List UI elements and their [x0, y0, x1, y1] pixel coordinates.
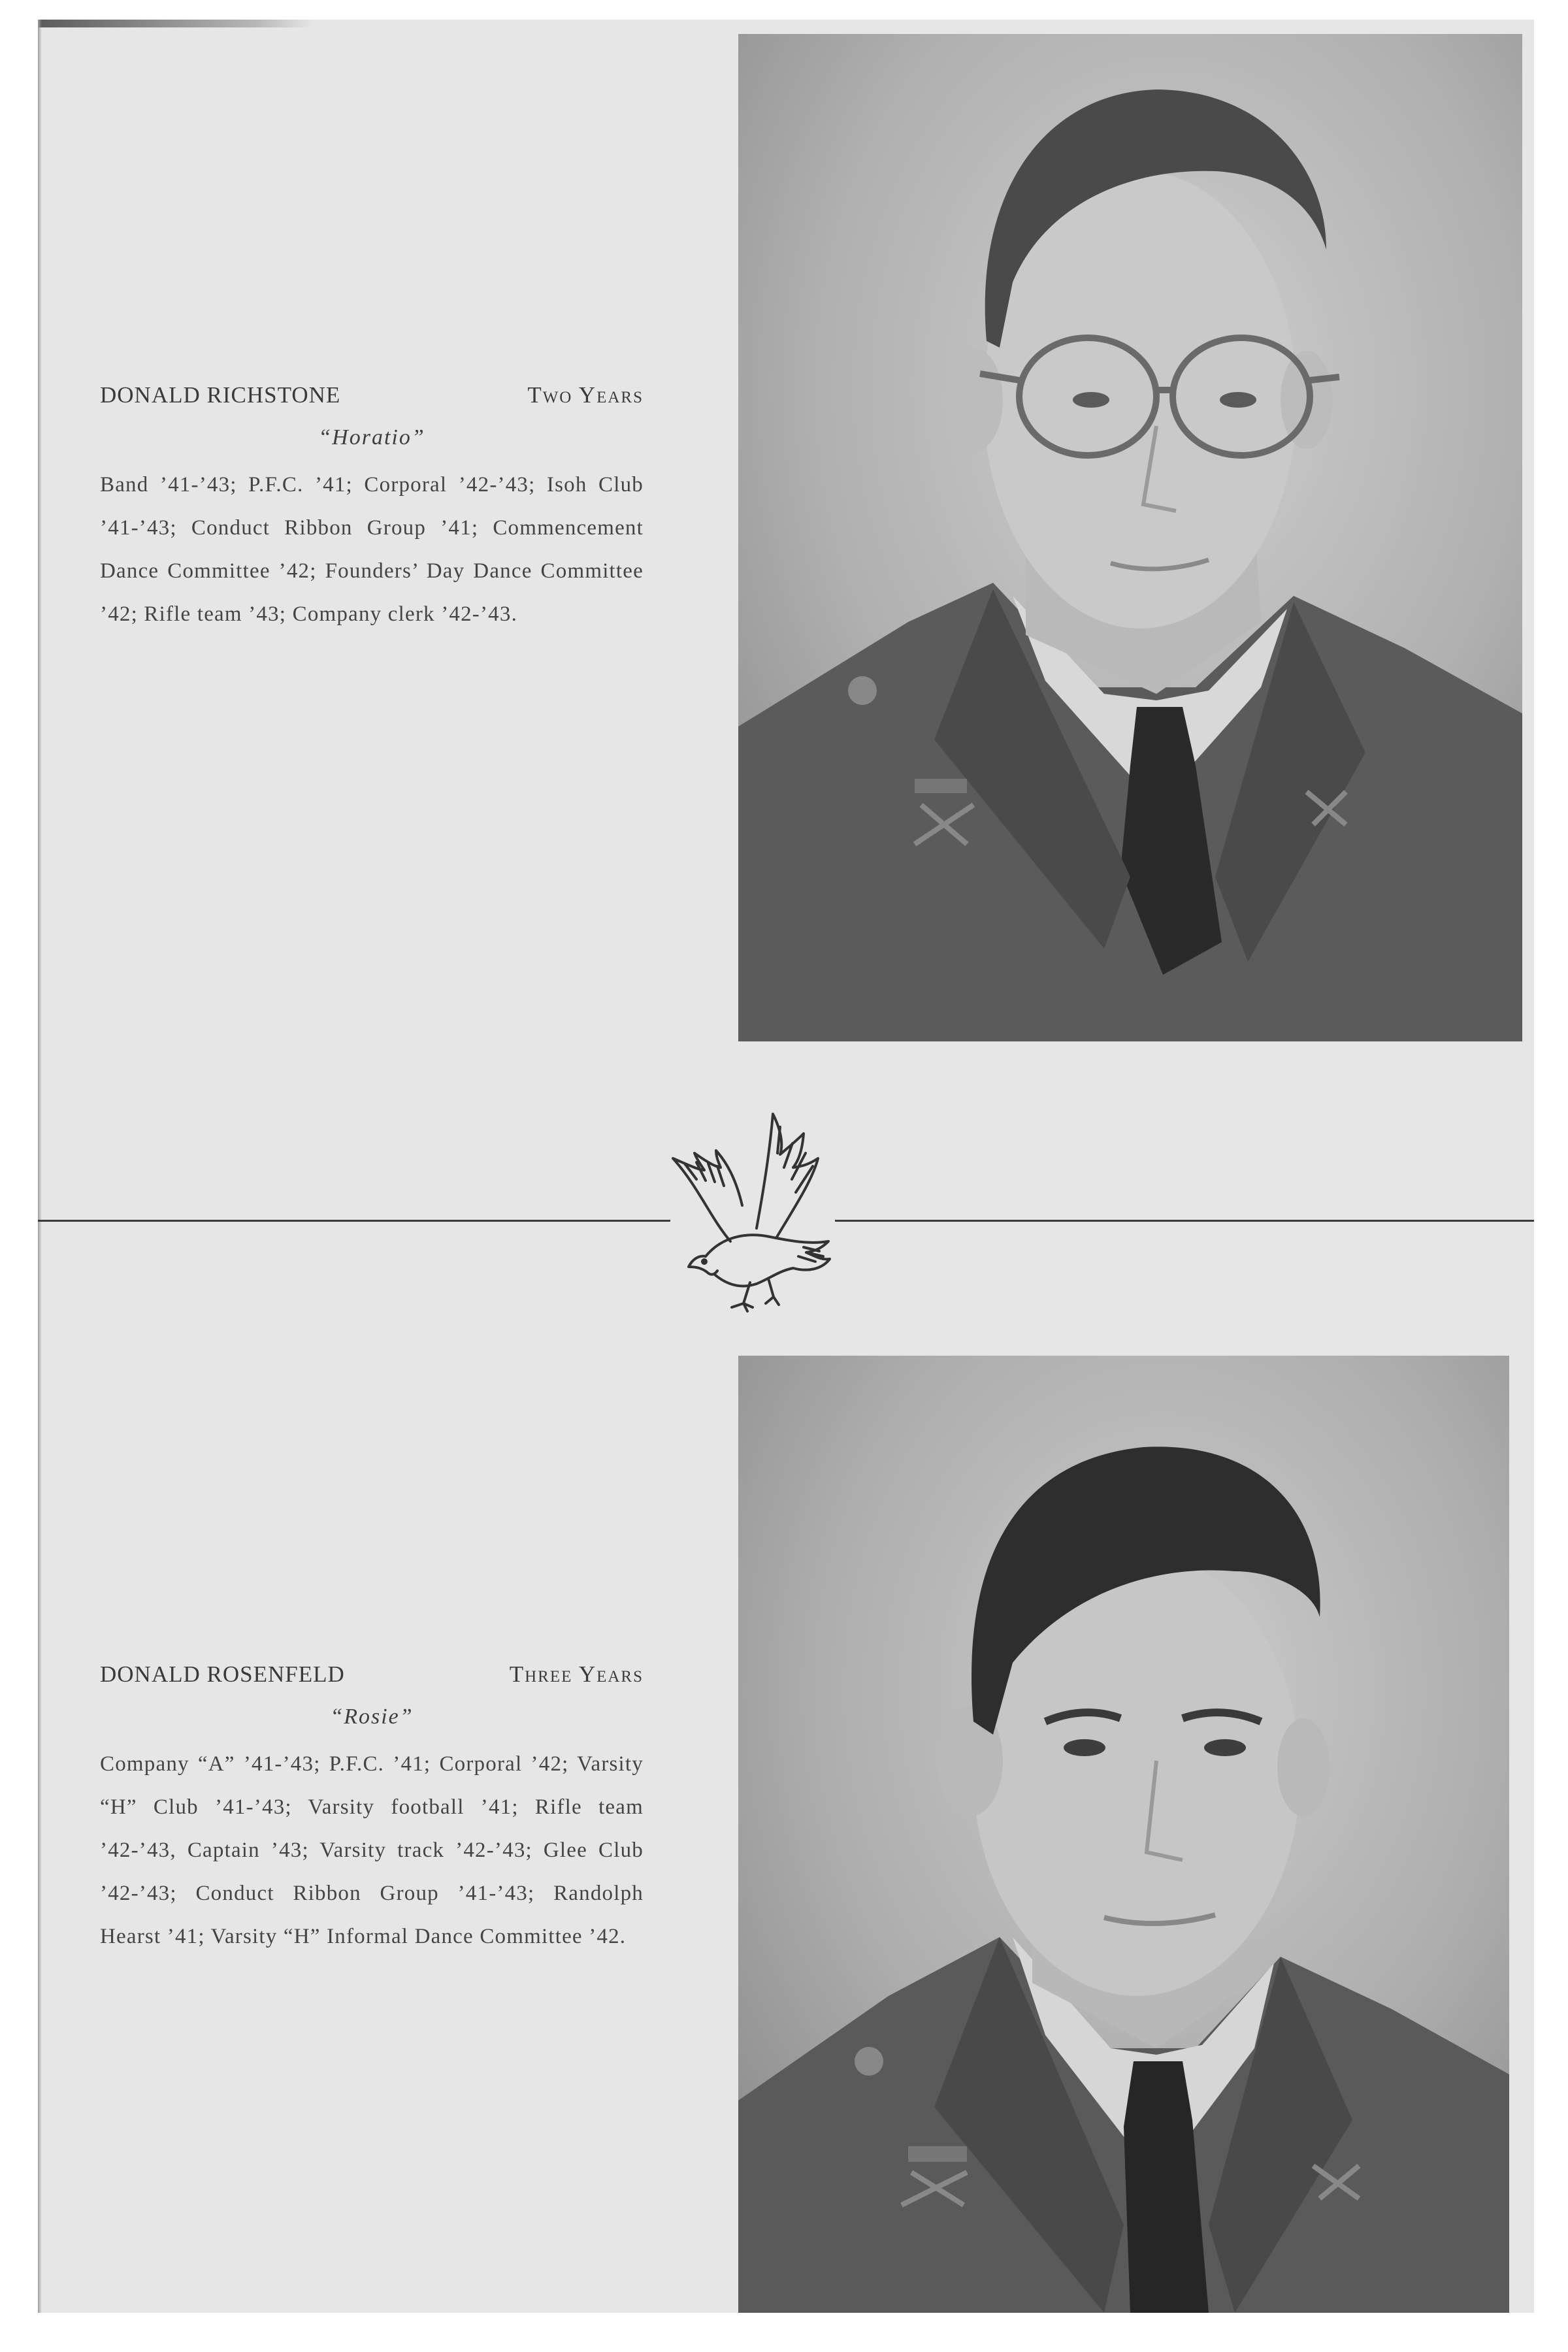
senior-entry-rosenfeld: [100, 1661, 644, 1958]
eagle-icon: [659, 1107, 855, 1316]
student-name: DONALD ROSENFELD: [100, 1661, 345, 1687]
years-attended: Three Years: [509, 1661, 644, 1687]
section-divider-left: [38, 1220, 670, 1222]
senior-entry-richstone: [100, 382, 644, 636]
student-name: DONALD RICHSTONE: [100, 382, 341, 408]
student-activities: Company “A” ’41-’43; P.F.C. ’41; Corporal ’42; Varsity “H” Club ’41-’43; Varsity football ’41; Rifle team ’42-’43, Captain ’43; Varsity track ’42-’43; Glee Club ’42-’43; Conduct Ribbon Group ’41-’43; Randolph Hearst ’41; Varsity “H” Informal Dance Committee ’42.: [100, 1752, 644, 1948]
portrait-photo-rosenfeld: [738, 1356, 1509, 2313]
page-binding-edge: [38, 20, 42, 2313]
student-nickname: “Horatio”: [318, 425, 425, 449]
page-edge-shadow: [38, 20, 312, 27]
portrait-photo-richstone: [738, 34, 1522, 1041]
name-line: [100, 382, 644, 416]
student-activities: Band ’41-’43; P.F.C. ’41; Corporal ’42-’43; Isoh Club ’41-’43; Conduct Ribbon Group ’41; Commencement Dance Committee ’42; Founders’ Day Dance Committee ’42; Rifle team ’43; Company clerk ’42-’43.: [100, 473, 644, 626]
yearbook-page: [38, 20, 1534, 2313]
name-line: [100, 1661, 644, 1695]
section-divider-right: [835, 1220, 1534, 1222]
student-nickname: “Rosie”: [330, 1705, 414, 1729]
years-attended: Two Years: [527, 382, 644, 408]
